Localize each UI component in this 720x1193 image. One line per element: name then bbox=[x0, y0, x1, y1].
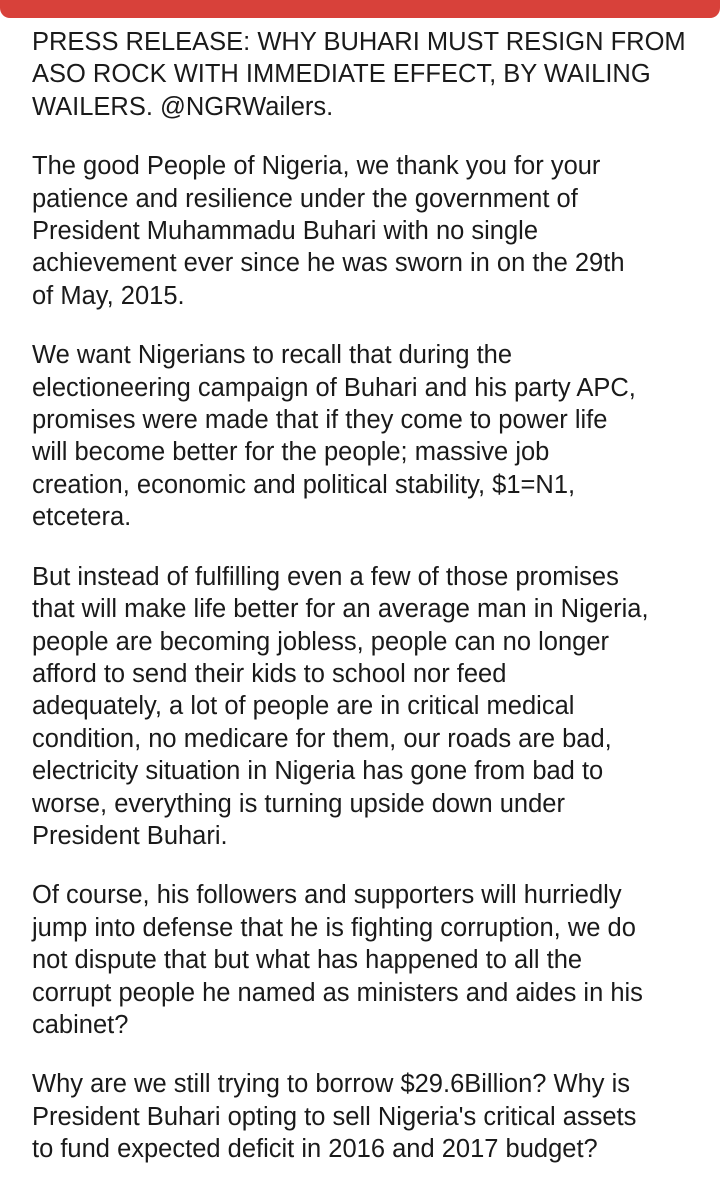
text-line: people are becoming jobless, people can no longer bbox=[32, 627, 609, 656]
paragraph bbox=[32, 339, 704, 533]
text-line: The good People of Nigeria, we thank you for your bbox=[32, 152, 601, 181]
text-line: President Buhari opting to sell Nigeria's critical assets bbox=[32, 1102, 637, 1131]
text-line: etcetera. bbox=[32, 503, 132, 532]
text-line: adequately, a lot of people are in critical medical bbox=[32, 692, 575, 721]
text-line: electioneering campaign of Buhari and his party APC, bbox=[32, 373, 636, 402]
text-line: condition, no medicare for them, our roads are bad, bbox=[32, 724, 612, 753]
text-line: that will make life better for an average man in Nigeria, bbox=[32, 595, 649, 624]
paragraph bbox=[32, 1068, 704, 1165]
text-line: patience and resilience under the government of bbox=[32, 184, 578, 213]
press-release-body bbox=[32, 26, 704, 1193]
text-line: worse, everything is turning upside down under bbox=[32, 789, 565, 818]
text-line: We want Nigerians to recall that during the bbox=[32, 341, 513, 370]
text-line: creation, economic and political stability, $1=N1, bbox=[32, 470, 576, 499]
paragraph bbox=[32, 561, 704, 853]
text-line: achievement ever since he was sworn in on the 29th bbox=[32, 249, 625, 278]
text-line: President Buhari. bbox=[32, 821, 228, 850]
text-line: Why are we still trying to borrow $29.6Billion? Why is bbox=[32, 1070, 631, 1099]
text-line: of May, 2015. bbox=[32, 281, 185, 310]
text-line: ASO ROCK WITH IMMEDIATE EFFECT, BY WAILING bbox=[32, 60, 651, 89]
paragraph bbox=[32, 150, 704, 312]
text-line: PRESS RELEASE: WHY BUHARI MUST RESIGN FROM bbox=[32, 28, 686, 56]
text-line: jump into defense that he is fighting corruption, we do bbox=[32, 913, 636, 942]
paragraph-headline bbox=[32, 26, 704, 123]
text-line: WAILERS. @NGRWailers. bbox=[32, 92, 334, 121]
text-line: promises were made that if they come to power life bbox=[32, 406, 608, 435]
top-accent-bar bbox=[0, 0, 720, 18]
text-line: afford to send their kids to school nor feed bbox=[32, 659, 507, 688]
text-line: not dispute that but what has happened to all the bbox=[32, 946, 583, 975]
text-line: corrupt people he named as ministers and aides in his bbox=[32, 978, 643, 1007]
text-line: President Muhammadu Buhari with no single bbox=[32, 217, 539, 246]
text-line: to fund expected deficit in 2016 and 2017 budget? bbox=[32, 1135, 598, 1164]
text-line: cabinet? bbox=[32, 1010, 129, 1039]
paragraph bbox=[32, 879, 704, 1041]
text-line: will become better for the people; massive job bbox=[32, 438, 550, 467]
text-line: electricity situation in Nigeria has gone from bad to bbox=[32, 757, 604, 786]
text-line: But instead of fulfilling even a few of those promises bbox=[32, 562, 619, 591]
text-line: Of course, his followers and supporters will hurriedly bbox=[32, 881, 622, 910]
